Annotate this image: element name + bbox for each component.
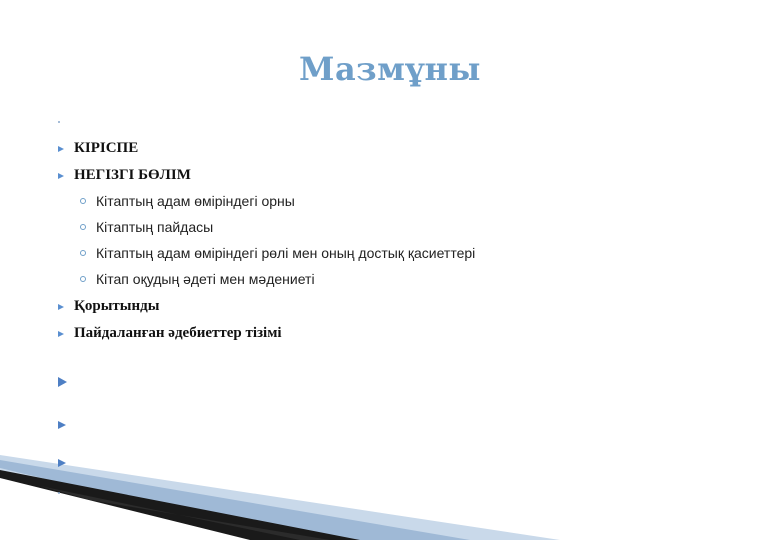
empty-bullet (58, 421, 76, 429)
triangle-bullet-icon (58, 173, 64, 179)
bullet-dot-icon (58, 492, 60, 494)
bullet-dot-icon (58, 121, 60, 123)
circle-bullet-icon (80, 224, 86, 230)
list-item-adebietter (58, 325, 282, 342)
circle-bullet-icon (80, 198, 86, 204)
triangle-bullet-icon (58, 459, 66, 467)
sub-item-label: Кітаптың пайдасы (96, 219, 214, 235)
list-item-negizgi-bolim (58, 167, 191, 184)
empty-bullet (58, 492, 60, 494)
sub-item-1 (80, 193, 295, 209)
sub-item-2 (80, 219, 213, 235)
list-item-label: НЕГІЗГІ БӨЛІМ (74, 167, 191, 183)
empty-bullet (58, 377, 77, 387)
list-item-label: Қорытынды (74, 298, 160, 314)
circle-bullet-icon (80, 276, 86, 282)
sub-item-label: Кітап оқудың әдеті мен мәдениеті (96, 271, 315, 287)
triangle-bullet-icon (58, 304, 64, 310)
sub-item-3 (80, 245, 475, 261)
sub-item-label: Кітаптың адам өміріндегі рөлі мен оның достық қасиеттері (96, 245, 476, 261)
circle-bullet-icon (80, 250, 86, 256)
empty-bullet (58, 459, 76, 467)
empty-bullet (58, 121, 60, 123)
triangle-bullet-icon (58, 331, 64, 337)
list-item-label: Пайдаланған әдебиеттер тізімі (74, 325, 282, 341)
sub-item-4 (80, 271, 315, 287)
slide-title: Мазмұны (299, 50, 481, 88)
list-item-kirispe (58, 140, 138, 157)
list-item-label: КІРІСПЕ (74, 140, 139, 156)
triangle-bullet-icon (58, 421, 66, 429)
sub-item-label: Кітаптың адам өміріндегі орны (96, 193, 295, 209)
triangle-bullet-icon (58, 146, 64, 152)
list-item-qorytyndy (58, 298, 159, 315)
triangle-bullet-icon (58, 377, 67, 387)
